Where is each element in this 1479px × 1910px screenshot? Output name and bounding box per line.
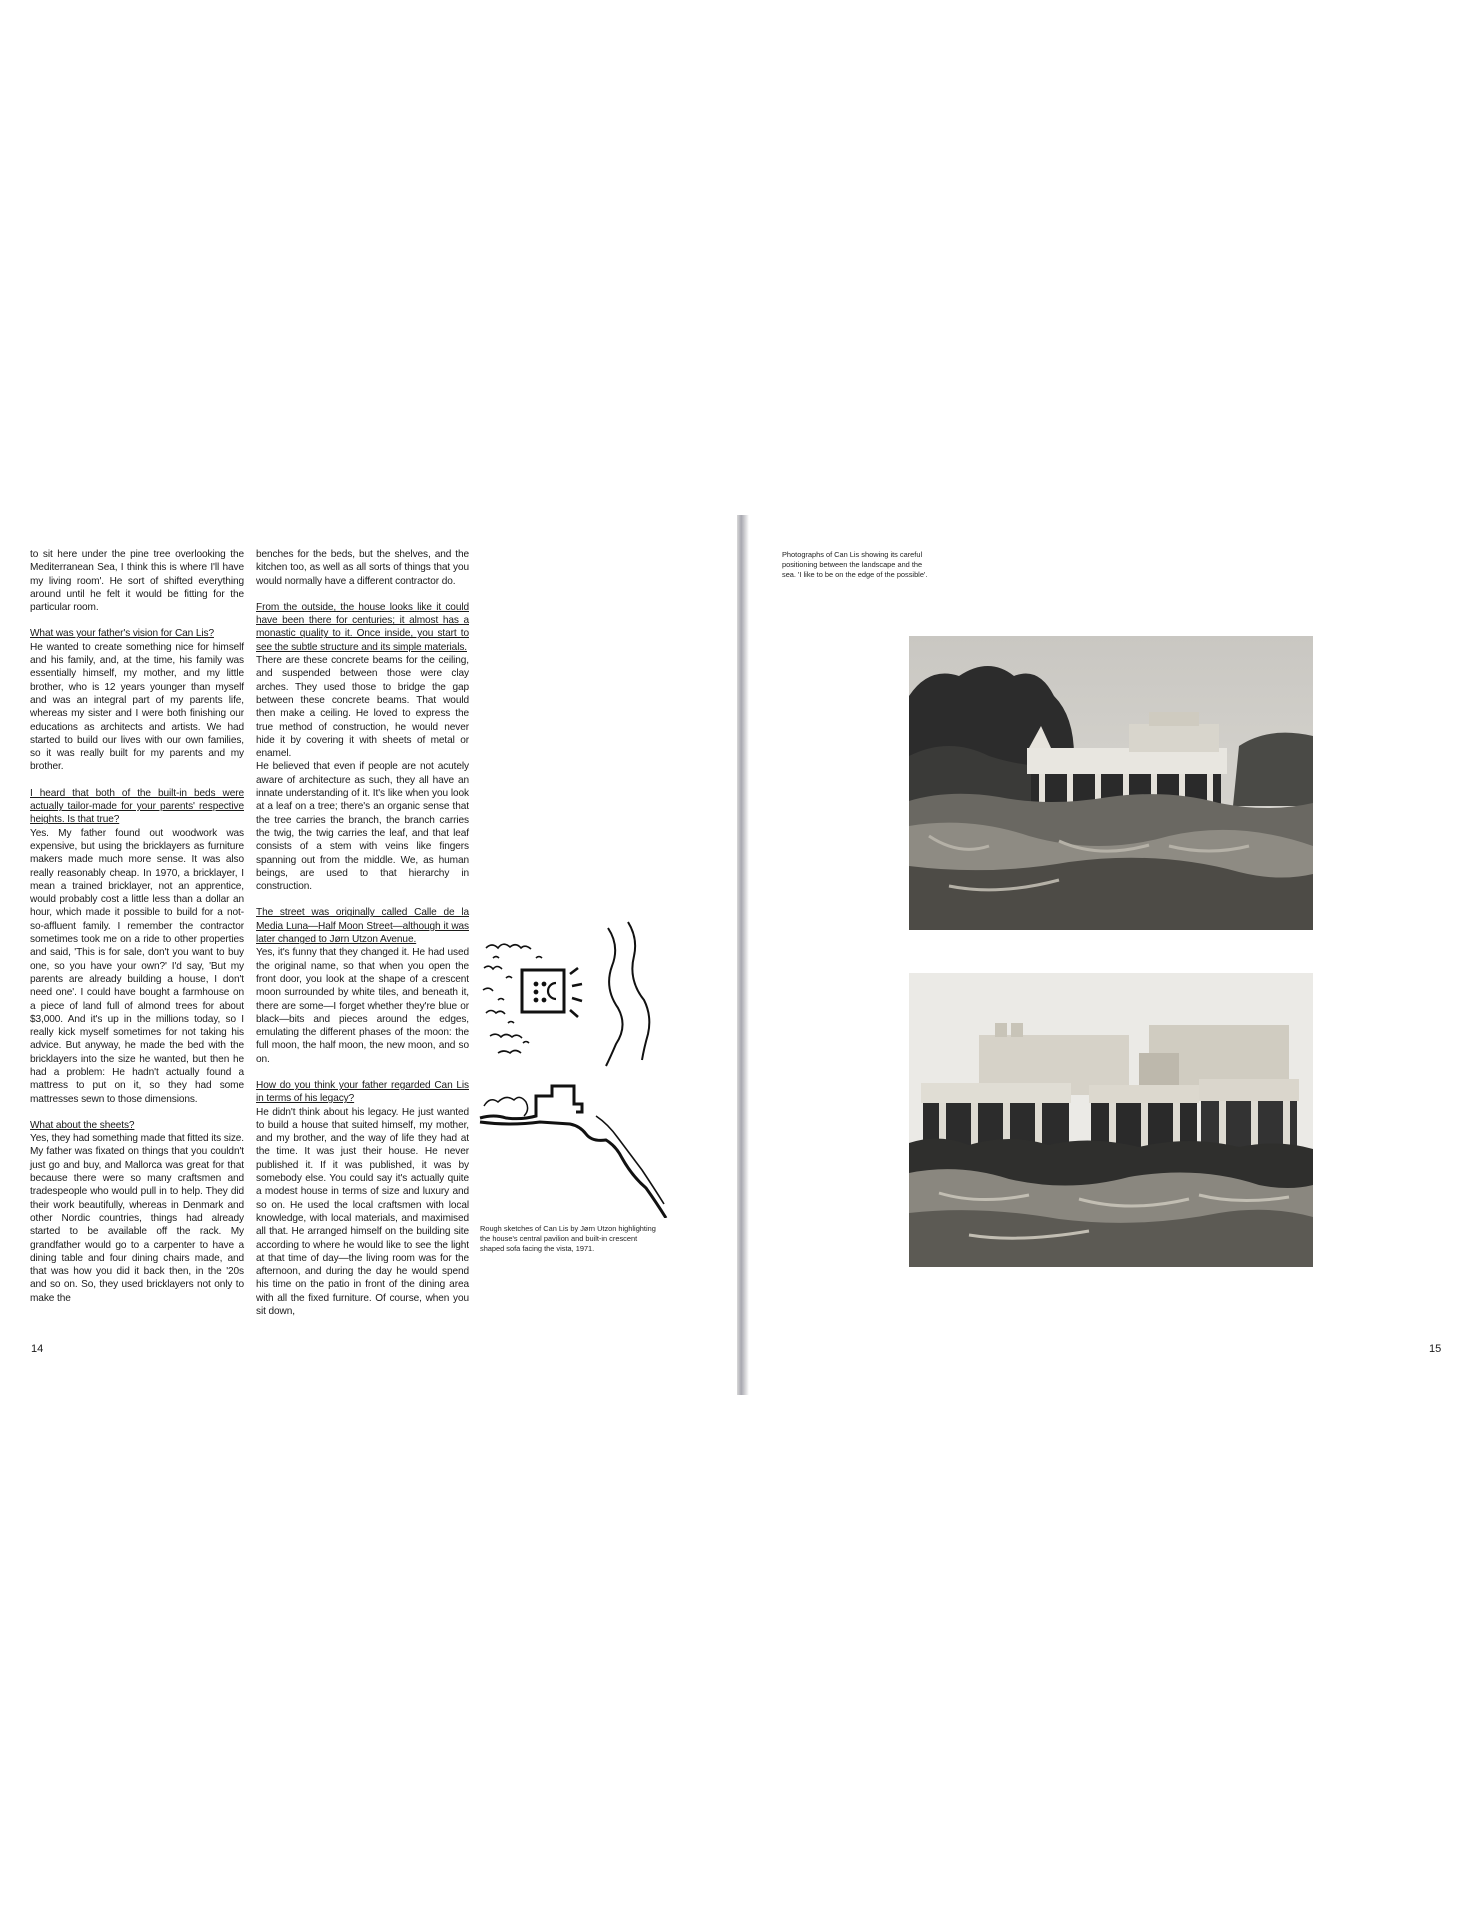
- house-photo-2-image: [909, 973, 1313, 1267]
- interview-answer: He didn't think about his legacy. He just wanted to build a house that suited himself, my mother, and my brother, and the way of life they had at the time. It was just their house. He never published it. If it was published, it was by somebody else. You could say it's actually quite a modest house in terms of size and luxury and so on. He used the local craftsmen with local knowledge, with local materials, and maximised all that. He arranged himself on the building site according to where he would like to see the light at that time of day—the living room was for the afternoon, and during the day he would spend his time on the patio in front of the dining area with all the fixed furniture. Of course, when you sit down,: [256, 1106, 469, 1318]
- sketch-caption: Rough sketches of Can Lis by Jørn Utzon highlighting the house's central pavilion and built-in crescent shaped sofa facing the vista, 1971.: [480, 1224, 656, 1253]
- photograph-can-lis-pavilions: [909, 973, 1313, 1267]
- section-sketch: [478, 1078, 688, 1218]
- interview-question: I heard that both of the built-in beds were actually tailor-made for your parents' respective heights. Is that true?: [30, 787, 244, 826]
- interview-question: How do you think your father regarded Can Lis in terms of his legacy?: [256, 1079, 469, 1105]
- interview-question: From the outside, the house looks like it could have been there for centuries; it almost has a monastic quality to it. Once inside, you start to see the subtle structure and its simple materials.: [256, 601, 469, 653]
- paragraph: to sit here under the pine tree overlooking the Mediterranean Sea, I think this is where I'll have my living room'. He sort of shifted everything around until he felt it would be fitting for the particular room.: [30, 549, 244, 614]
- interview-answer: There are these concrete beams for the ceiling, and suspended between those were clay arches. They used those to bridge the gap between these concrete beams. That would then make a ceiling. He loved to express the true method of construction, he would never hide it by covering it with sheets of metal or enamel.: [256, 655, 469, 760]
- text-column-1: [30, 548, 244, 1305]
- interview-answer: Yes. My father found out woodwork was expensive, but using the bricklayers as furniture makers made much more sense. It was also really reasonably cheap. In 1970, a bricklayer, I mean a trained bricklayer, not an apprentice, would probably cost a little less than a dollar an hour, which made it possible to build for a not-so-affluent family. I remember the contractor sometimes took me on a ride to other properties and said, 'This is for sale, don't you want to buy one, so you have your own?' I'd say, 'But my parents are already building a house, I don't need one'. I could have bought a farmhouse on a piece of land full of almond trees for about $3,000. And it's up in the millions today, so I really kick myself sometimes for not taking his advice. But anyway, he made the bed with the bricklayers into the size he wanted, but then he had a problem: He hadn't actually found a mattress to put on it, so they had some mattresses sewn to those dimensions.: [30, 827, 244, 1105]
- paragraph: benches for the beds, but the shelves, and the kitchen too, as well as all sorts of things that you would normally have a different contractor do.: [256, 549, 469, 587]
- plan-sketch: [478, 918, 678, 1068]
- house-photo-1-image: [909, 636, 1313, 930]
- page-number-left: 14: [31, 1343, 44, 1355]
- interview-answer: He wanted to create something nice for himself and his family, and, at the time, his family was essentially himself, my mother, and my little brother, who is 12 years younger than myself and was an integral part of my parents life, whereas my sister and I were both finishing our educations as architects and artists. We had started to build our lives with our own families, so it was really built for my parents and my brother.: [30, 641, 244, 773]
- interview-answer: He believed that even if people are not acutely aware of architecture as such, they all have an innate understanding of it. It's like when you look at a leaf on a tree; there's an organic sense that the tree carries the branch, the branch carries the twig, the twig carries the leaf, and that leaf consists of a stem with veins like fingers spanning out from the middle. We, as human beings, are used to that hierarchy in construction.: [256, 761, 469, 893]
- photograph-can-lis-exterior: [909, 636, 1313, 930]
- photo-caption: Photographs of Can Lis showing its careful positioning between the landscape and the sea. 'I like to be on the edge of the possible'.: [782, 550, 928, 579]
- page-gutter: [737, 515, 749, 1395]
- page-number-right: 15: [1429, 1343, 1442, 1355]
- interview-question: What about the sheets?: [30, 1119, 135, 1131]
- interview-question: The street was originally called Calle de la Media Luna—Half Moon Street—although it was later changed to Jørn Utzon Avenue.: [256, 907, 469, 946]
- interview-answer: Yes, they had something made that fitted its size. My father was fixated on things that you couldn't just go and buy, and Mallorca was great for that because there were so many craftsmen and tradespeople who would pull in to help. They did their work beautifully, whereas in Denmark and other Nordic countries, things had already started to be available off the rack. My grandfather would go to a carpenter to have a dining table and four dining chairs made, and that was how you did it back then, in the '20s and so on. So, they used bricklayers not only to make the: [30, 1133, 245, 1304]
- interview-answer: Yes, it's funny that they changed it. He had used the original name, so that when you open the front door, you look at the shape of a crescent moon surrounded by white tiles, and beneath it, there are some—I forget whether they're blue or black—bits and pieces around the edges, emulating the different phases of the moon: the full moon, the half moon, the new moon, and so on.: [256, 947, 469, 1065]
- text-column-2: [256, 548, 469, 1318]
- interview-question: What was your father's vision for Can Lis?: [30, 628, 214, 640]
